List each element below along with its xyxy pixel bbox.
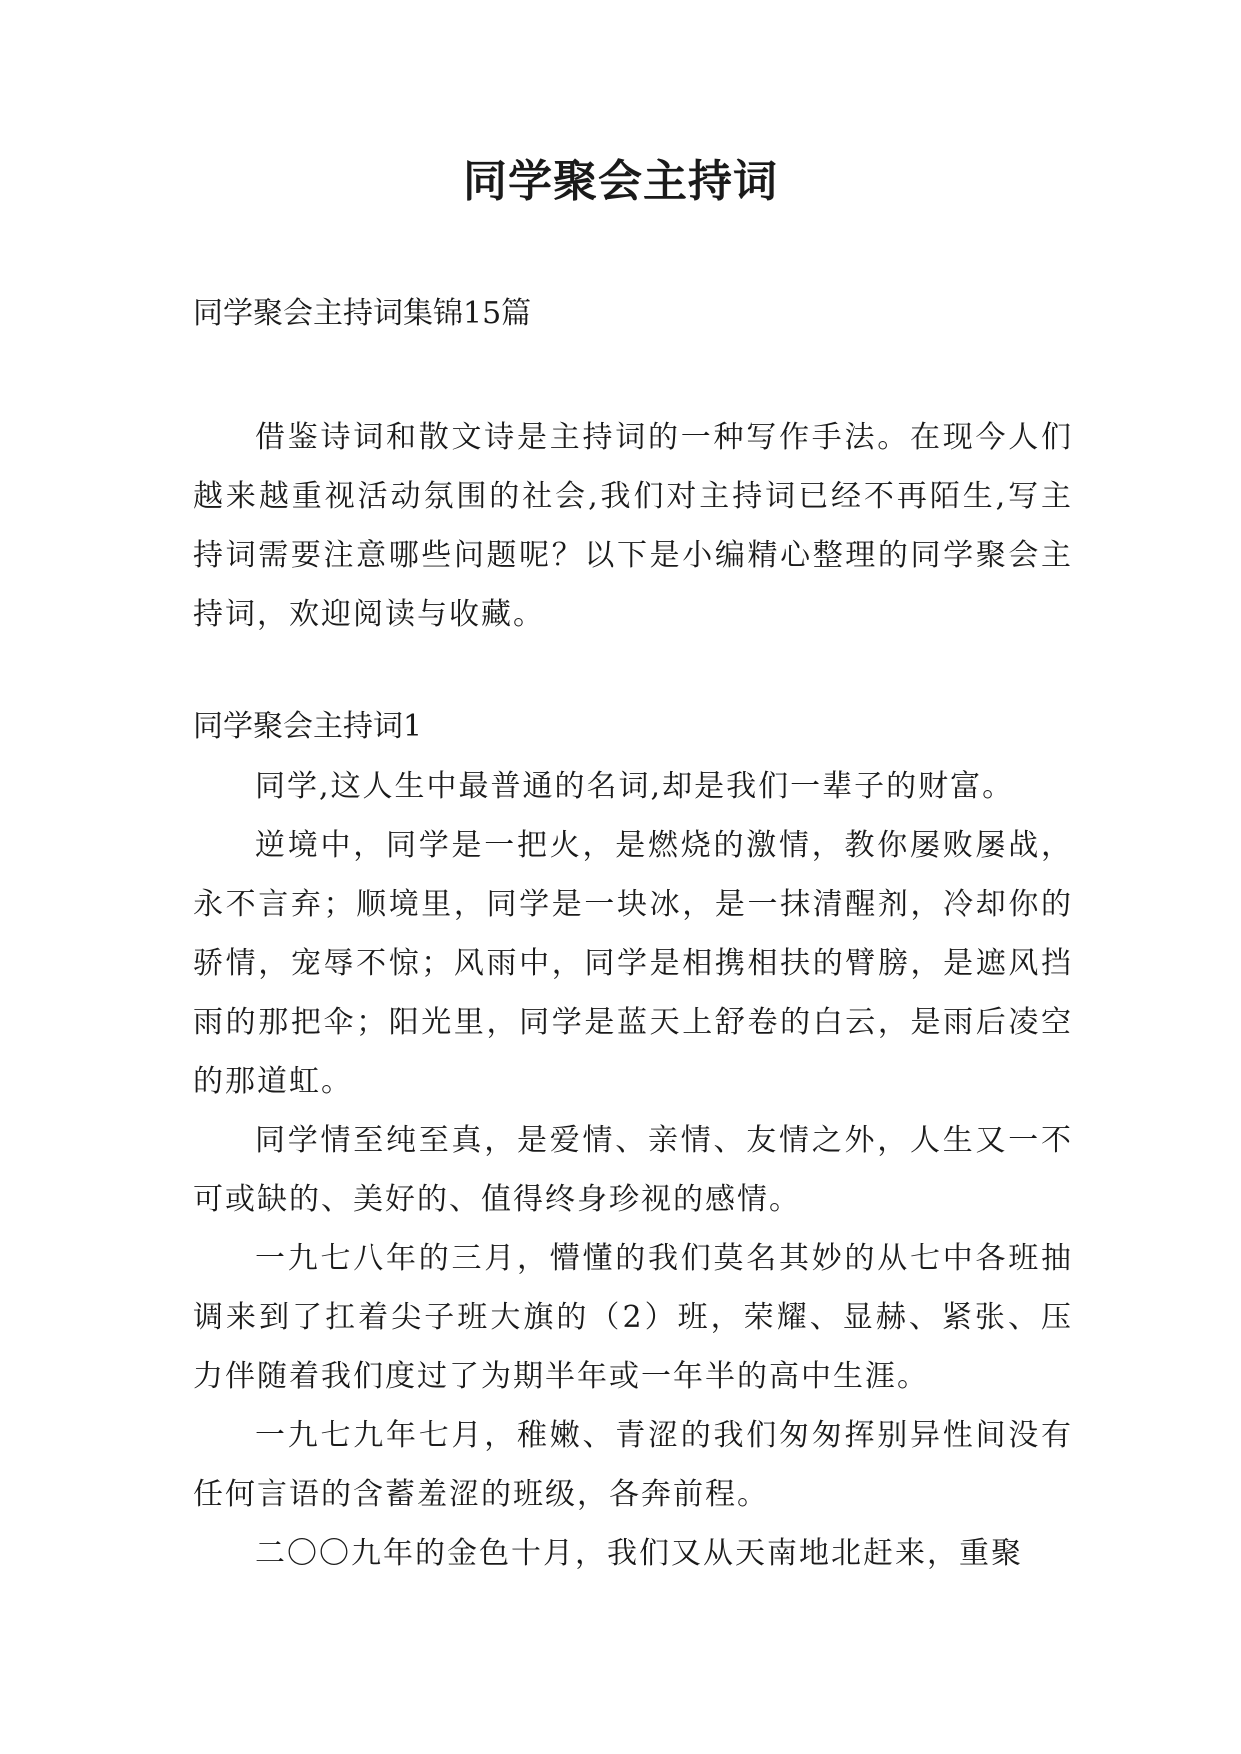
body-paragraph: 二〇〇九年的金色十月，我们又从天南地北赶来，重聚 bbox=[255, 1536, 1023, 1571]
intro-block bbox=[193, 408, 1073, 644]
body-paragraph: 一九七八年的三月，懵懂的我们莫名其妙的从七中各班抽调来到了扛着尖子班大旗的（2）班，荣耀、显赫、紧张、压力伴随着我们度过了为期半年或一年半的高中生涯。 bbox=[193, 1241, 1073, 1394]
body-paragraph: 同学情至纯至真，是爱情、亲情、友情之外，人生又一不可或缺的、美好的、值得终身珍视的感情。 bbox=[193, 1123, 1073, 1217]
body-paragraph: 一九七九年七月，稚嫩、青涩的我们匆匆挥别异性间没有任何言语的含蓄羞涩的班级，各奔前程。 bbox=[193, 1418, 1073, 1512]
intro-paragraph: 借鉴诗词和散文诗是主持词的一种写作手法。在现今人们越来越重视活动氛围的社会,我们对主持词已经不再陌生,写主持词需要注意哪些问题呢？以下是小编精心整理的同学聚会主持词，欢迎阅读与收藏。 bbox=[193, 420, 1073, 632]
section-heading: 同学聚会主持词1 bbox=[193, 709, 423, 744]
section-body bbox=[193, 757, 1073, 1583]
document-title: 同学聚会主持词 bbox=[463, 156, 778, 207]
body-paragraph: 逆境中，同学是一把火，是燃烧的激情，教你屡败屡战，永不言弃；顺境里，同学是一块冰，是一抹清醒剂，冷却你的骄情，宠辱不惊；风雨中，同学是相携相扶的臂膀，是遮风挡雨的那把伞；阳光里，同学是蓝天上舒卷的白云，是雨后凌空的那道虹。 bbox=[193, 828, 1073, 1099]
document-subtitle: 同学聚会主持词集锦15篇 bbox=[193, 296, 532, 331]
body-paragraph: 同学,这人生中最普通的名词,却是我们一辈子的财富。 bbox=[255, 769, 1015, 804]
